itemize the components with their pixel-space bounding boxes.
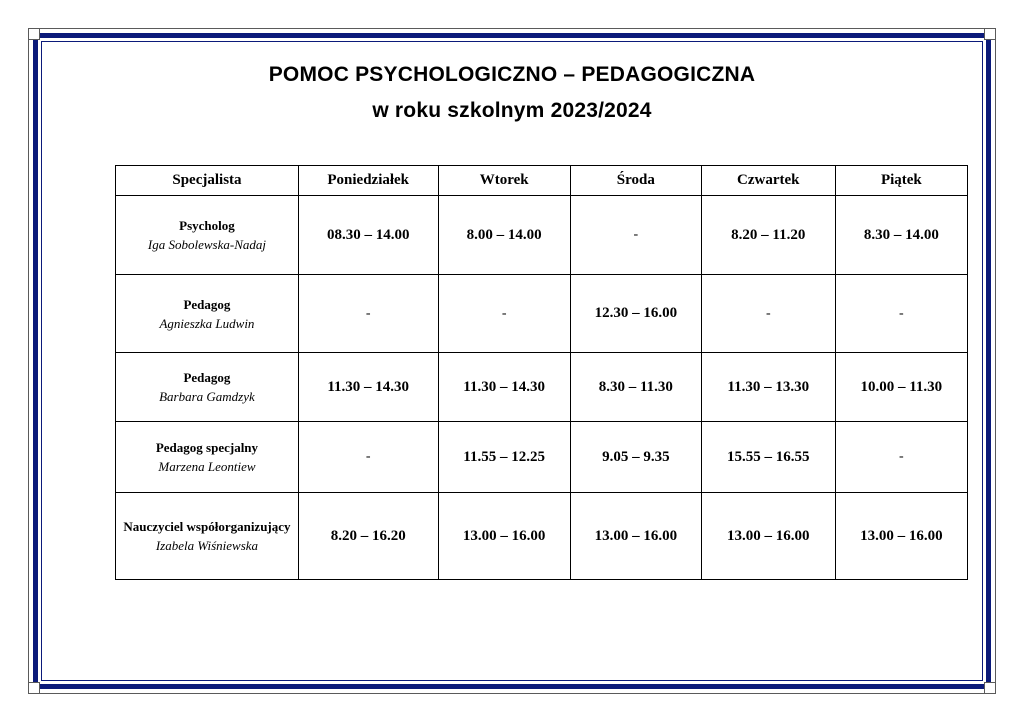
specialist-cell — [116, 275, 299, 353]
monday-hours: 8.20 – 16.20 — [298, 493, 438, 580]
thursday-hours: 15.55 – 16.55 — [701, 422, 835, 493]
table-row — [116, 493, 968, 580]
document-subtitle: w roku szkolnym 2023/2024 — [372, 99, 652, 122]
table-row — [116, 353, 968, 422]
specialist-cell — [116, 196, 299, 275]
thursday-hours: 13.00 – 16.00 — [701, 493, 835, 580]
specialist-name: Barbara Gamdzyk — [159, 389, 255, 404]
table-row — [116, 196, 968, 275]
friday-hours: 8.30 – 14.00 — [835, 196, 967, 275]
column-header-wednesday: Środa — [570, 166, 701, 196]
specialist-role: Pedagog — [183, 370, 231, 385]
column-header-specialist: Specjalista — [116, 166, 299, 196]
specialist-name: Agnieszka Ludwin — [159, 315, 255, 331]
thursday-hours: 8.20 – 11.20 — [701, 196, 835, 275]
schedule-table — [115, 165, 968, 580]
specialist-cell — [116, 422, 299, 493]
wednesday-hours: 8.30 – 11.30 — [570, 353, 701, 422]
document-title: POMOC PSYCHOLOGICZNO – PEDAGOGICZNA — [268, 63, 756, 86]
monday-hours: 08.30 – 14.00 — [298, 196, 438, 275]
monday-hours: 11.30 – 14.30 — [298, 353, 438, 422]
monday-hours: - — [298, 275, 438, 353]
column-header-thursday: Czwartek — [701, 166, 835, 196]
border-corner-bottom-left — [28, 682, 40, 694]
wednesday-hours: 9.05 – 9.35 — [570, 422, 701, 493]
tuesday-hours: - — [438, 275, 570, 353]
tuesday-hours: 11.55 – 12.25 — [438, 422, 570, 493]
border-corner-top-left — [28, 28, 40, 40]
border-corner-top-right — [984, 28, 996, 40]
specialist-role: Pedagog specjalny — [155, 440, 259, 455]
wednesday-hours: 12.30 – 16.00 — [570, 275, 701, 353]
specialist-name: Izabela Wiśniewska — [155, 538, 259, 553]
monday-hours: - — [298, 422, 438, 493]
thursday-hours: 11.30 – 13.30 — [701, 353, 835, 422]
thursday-hours: - — [701, 275, 835, 353]
tuesday-hours: 8.00 – 14.00 — [438, 196, 570, 275]
friday-hours: 13.00 – 16.00 — [835, 493, 967, 580]
tuesday-hours: 13.00 – 16.00 — [438, 493, 570, 580]
friday-hours: - — [835, 275, 967, 353]
specialist-cell — [116, 353, 299, 422]
table-row — [116, 422, 968, 493]
wednesday-hours: 13.00 – 16.00 — [570, 493, 701, 580]
specialist-role: Pedagog — [183, 296, 231, 312]
table-row — [116, 275, 968, 353]
column-header-tuesday: Wtorek — [438, 166, 570, 196]
table-header-row — [116, 166, 968, 196]
friday-hours: - — [835, 422, 967, 493]
tuesday-hours: 11.30 – 14.30 — [438, 353, 570, 422]
column-header-monday: Poniedziałek — [298, 166, 438, 196]
column-header-friday: Piątek — [835, 166, 967, 196]
specialist-cell — [116, 493, 299, 580]
wednesday-hours: - — [570, 196, 701, 275]
specialist-role: Psycholog — [179, 218, 235, 233]
specialist-name: Marzena Leontiew — [158, 459, 256, 474]
specialist-name: Iga Sobolewska-Nadaj — [147, 237, 266, 252]
specialist-role: Nauczyciel współorganizujący — [123, 519, 291, 534]
friday-hours: 10.00 – 11.30 — [835, 353, 967, 422]
border-corner-bottom-right — [984, 682, 996, 694]
